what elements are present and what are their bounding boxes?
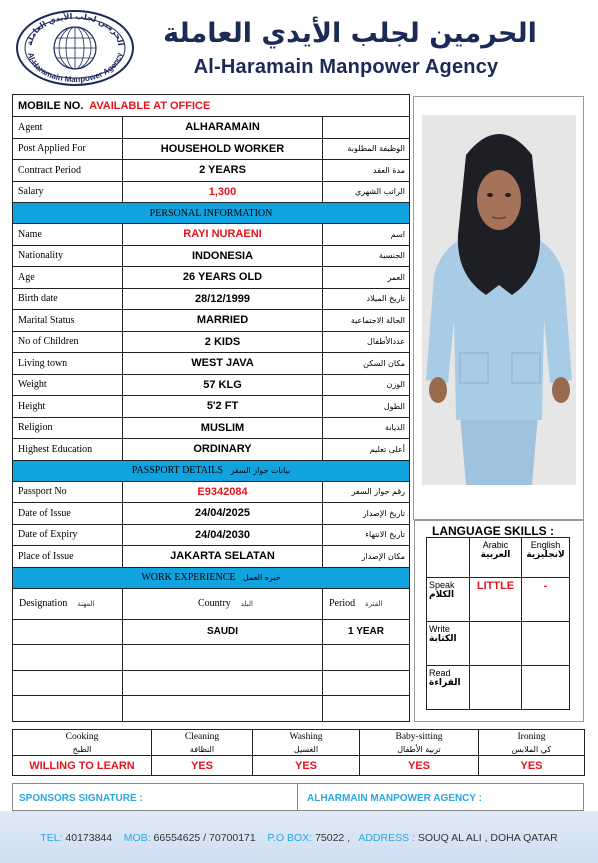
english-level	[522, 666, 570, 710]
row-label: Birth date	[13, 288, 123, 310]
info-row	[13, 288, 410, 310]
row-label-ar: الوظيفة المطلوبة	[323, 138, 410, 160]
row-label-ar: تاريخ الإصدار	[323, 503, 410, 525]
info-row	[13, 245, 410, 267]
language-skills-table	[426, 537, 570, 710]
row-label-ar: الجنسية	[323, 245, 410, 267]
row-value: 2 KIDS	[123, 331, 323, 353]
row-value: 24/04/2025	[123, 503, 323, 525]
skill-name: Washing	[253, 730, 360, 744]
row-label-ar: الحالة الاجتماعية	[323, 310, 410, 332]
passport-section-header-title: PASSPORT DETAILS	[131, 465, 223, 476]
english-label: English	[530, 540, 561, 550]
row-label-ar: أعلى تعليم	[323, 439, 410, 461]
row-value: ORDINARY	[123, 439, 323, 461]
work-designation	[13, 619, 123, 645]
work-country	[123, 670, 323, 696]
language-skill-ar: الكلام	[429, 590, 455, 600]
info-row	[13, 331, 410, 353]
applicant-info-table	[12, 94, 410, 722]
passport-section-header-cell	[13, 460, 410, 481]
language-skill-label	[427, 578, 470, 622]
info-row	[13, 524, 410, 546]
sponsor-signature-label: SPONSORS SIGNATURE :	[19, 793, 143, 804]
row-label: No of Children	[13, 331, 123, 353]
row-label: Weight	[13, 374, 123, 396]
row-value: HOUSEHOLD WORKER	[123, 138, 323, 160]
skill-value: YES	[479, 756, 585, 776]
language-skills-title: LANGUAGE SKILLS :	[432, 524, 554, 538]
work-period	[323, 645, 410, 671]
arabic-level: LITTLE	[470, 578, 522, 622]
work-col-period-label-ar: الفترة	[365, 600, 383, 608]
work-country	[123, 696, 323, 722]
footer-mob-label: MOB:	[123, 832, 151, 844]
row-label-ar: تاريخ الميلاد	[323, 288, 410, 310]
work-country	[123, 645, 323, 671]
signature-divider	[297, 784, 298, 812]
row-value: 28/12/1999	[123, 288, 323, 310]
info-row	[13, 374, 410, 396]
row-value: MARRIED	[123, 310, 323, 332]
language-row	[427, 578, 570, 622]
skill-value: YES	[360, 756, 479, 776]
work-period	[323, 670, 410, 696]
row-label-ar: رقم جواز السفر	[323, 481, 410, 503]
personal-section-header-title: PERSONAL INFORMATION	[149, 207, 273, 219]
arabic-label-ar: العربية	[480, 550, 511, 560]
row-value: MUSLIM	[123, 417, 323, 439]
language-skill-ar: الكتابة	[429, 634, 457, 644]
mobile-cell	[13, 95, 410, 117]
row-label: Marital Status	[13, 310, 123, 332]
row-label: Place of Issue	[13, 546, 123, 568]
work-designation	[13, 696, 123, 722]
info-row	[13, 160, 410, 182]
row-label: Religion	[13, 417, 123, 439]
footer-contact	[0, 832, 598, 844]
row-label-ar: الراتب الشهري	[323, 181, 410, 203]
row-value: ALHARAMAIN	[123, 117, 323, 139]
row-value: WEST JAVA	[123, 353, 323, 375]
work-designation	[13, 670, 123, 696]
row-label-ar: الطول	[323, 396, 410, 418]
footer-tel: 40173844	[65, 832, 113, 844]
skills-arabic-row	[13, 744, 585, 756]
row-value: 1,300	[123, 181, 323, 203]
row-value: 24/04/2030	[123, 524, 323, 546]
work-period: 1 YEAR	[323, 619, 410, 645]
info-row	[13, 117, 410, 139]
work-col-country	[123, 588, 323, 619]
row-value: 2 YEARS	[123, 160, 323, 182]
skill-name-ar: النظافة	[152, 744, 253, 756]
english-level	[522, 622, 570, 666]
row-label: Nationality	[13, 245, 123, 267]
work-row	[13, 670, 410, 696]
skill-name-ar: الطبخ	[13, 744, 152, 756]
row-label: Passport No	[13, 481, 123, 503]
info-row	[13, 503, 410, 525]
row-label-ar: اسم	[323, 224, 410, 246]
footer-address: SOUQ AL ALI , DOHA QATAR	[417, 832, 558, 844]
row-label-ar: مكان السكن	[323, 353, 410, 375]
row-label: Highest Education	[13, 439, 123, 461]
row-label: Name	[13, 224, 123, 246]
info-row	[13, 439, 410, 461]
work-period	[323, 696, 410, 722]
work-row	[13, 619, 410, 645]
info-row	[13, 224, 410, 246]
footer-address-label: ADDRESS :	[358, 832, 415, 844]
agency-logo	[14, 8, 136, 88]
footer-po-label: P.O BOX:	[267, 832, 313, 844]
row-value: 5'2 FT	[123, 396, 323, 418]
work-section-header	[13, 567, 410, 588]
row-value: 57 KLG	[123, 374, 323, 396]
agency-signature-label: ALHARMAIN MANPOWER AGENCY :	[307, 793, 482, 804]
skill-value: YES	[152, 756, 253, 776]
footer-tel-label: TEL:	[40, 832, 63, 844]
language-row	[427, 666, 570, 710]
row-label: Height	[13, 396, 123, 418]
mobile-row	[13, 95, 410, 117]
info-row	[13, 396, 410, 418]
signature-box	[12, 783, 584, 811]
agency-title-arabic: الحرمين لجلب الأيدي العاملة	[163, 18, 537, 49]
language-skill-en: Write	[429, 624, 450, 634]
skill-value: YES	[253, 756, 360, 776]
language-skill-ar: القراءة	[429, 678, 461, 688]
work-row	[13, 696, 410, 722]
row-label-ar: العمر	[323, 267, 410, 289]
logo-text-ar: الحرمين لجلب الأيدي العاملة	[24, 11, 126, 47]
personal-section-header	[13, 203, 410, 224]
work-col-designation-label: Designation	[19, 598, 68, 609]
header	[0, 0, 598, 92]
work-designation	[13, 645, 123, 671]
info-row	[13, 417, 410, 439]
row-label-ar	[323, 117, 410, 139]
row-label: Contract Period	[13, 160, 123, 182]
info-row	[13, 353, 410, 375]
info-row	[13, 481, 410, 503]
work-col-country-label-ar: البلد	[240, 600, 253, 608]
work-col-period-label: Period	[329, 598, 356, 609]
work-col-designation-label-ar: المهنة	[77, 600, 95, 608]
skill-name: Cooking	[13, 730, 152, 744]
skill-name: Cleaning	[152, 730, 253, 744]
row-label-ar: تاريخ الانتهاء	[323, 524, 410, 546]
language-corner-cell	[427, 538, 470, 578]
work-section-header-cell	[13, 567, 410, 588]
row-label-ar: الديانة	[323, 417, 410, 439]
arabic-level	[470, 666, 522, 710]
english-level: -	[522, 578, 570, 622]
personal-section-header-cell	[13, 203, 410, 224]
row-value: E9342084	[123, 481, 323, 503]
applicant-photo	[422, 115, 576, 485]
work-col-period	[323, 588, 410, 619]
row-value: RAYI NURAENI	[123, 224, 323, 246]
logo-text-en: Al-Haramain Manpower Agency	[25, 51, 125, 85]
passport-section-header-title-ar: بيانات جواز السفر	[230, 466, 291, 475]
skill-name-ar: الغسيل	[253, 744, 360, 756]
skill-name: Baby-sitting	[360, 730, 479, 744]
skill-name: Ironing	[479, 730, 585, 744]
row-label-ar: مكان الإصدار	[323, 546, 410, 568]
row-label: Post Applied For	[13, 138, 123, 160]
photo-frame	[413, 96, 584, 520]
row-label-ar: مدة العقد	[323, 160, 410, 182]
work-section-header-title-ar: خبره العمل	[242, 573, 281, 582]
row-value: 26 YEARS OLD	[123, 267, 323, 289]
language-skill-label	[427, 622, 470, 666]
language-row	[427, 622, 570, 666]
mobile-label: MOBILE NO.	[18, 99, 84, 112]
footer-mob: 66554625 / 70700171	[153, 832, 256, 844]
row-label: Date of Issue	[13, 503, 123, 525]
work-col-designation	[13, 588, 123, 619]
work-country: SAUDI	[123, 619, 323, 645]
row-label-ar: عددالأطفال	[323, 331, 410, 353]
skill-name-ar: تربية الأطفال	[360, 744, 479, 756]
arabic-header	[470, 538, 522, 578]
arabic-level	[470, 622, 522, 666]
language-header-row	[427, 538, 570, 578]
row-label: Salary	[13, 181, 123, 203]
english-header	[522, 538, 570, 578]
info-row	[13, 310, 410, 332]
work-section-header-title: WORK EXPERIENCE	[141, 572, 236, 583]
footer	[0, 811, 598, 863]
language-skill-label	[427, 666, 470, 710]
info-row	[13, 138, 410, 160]
row-label-ar: الوزن	[323, 374, 410, 396]
info-row	[13, 546, 410, 568]
skills-name-row	[13, 730, 585, 744]
row-label: Agent	[13, 117, 123, 139]
footer-po: 75022 ,	[315, 832, 351, 844]
work-col-country-label: Country	[198, 598, 231, 609]
info-row	[13, 181, 410, 203]
mobile-value: AVAILABLE AT OFFICE	[89, 99, 211, 112]
row-value: JAKARTA SELATAN	[123, 546, 323, 568]
skill-value: WILLING TO LEARN	[13, 756, 152, 776]
arabic-label: Arabic	[482, 540, 509, 550]
skills-value-row	[13, 756, 585, 776]
work-row	[13, 645, 410, 671]
row-label: Date of Expiry	[13, 524, 123, 546]
passport-section-header	[13, 460, 410, 481]
row-label: Age	[13, 267, 123, 289]
language-skill-en: Speak	[429, 580, 455, 590]
work-columns-row	[13, 588, 410, 619]
row-value: INDONESIA	[123, 245, 323, 267]
skill-name-ar: كي الملابس	[479, 744, 585, 756]
agency-title-english: Al-Haramain Manpower Agency	[193, 56, 499, 78]
language-skill-en: Read	[429, 668, 451, 678]
skills-table	[12, 729, 585, 776]
row-label: Living town	[13, 353, 123, 375]
info-row	[13, 267, 410, 289]
english-label-ar: لانجليزية	[526, 550, 565, 560]
